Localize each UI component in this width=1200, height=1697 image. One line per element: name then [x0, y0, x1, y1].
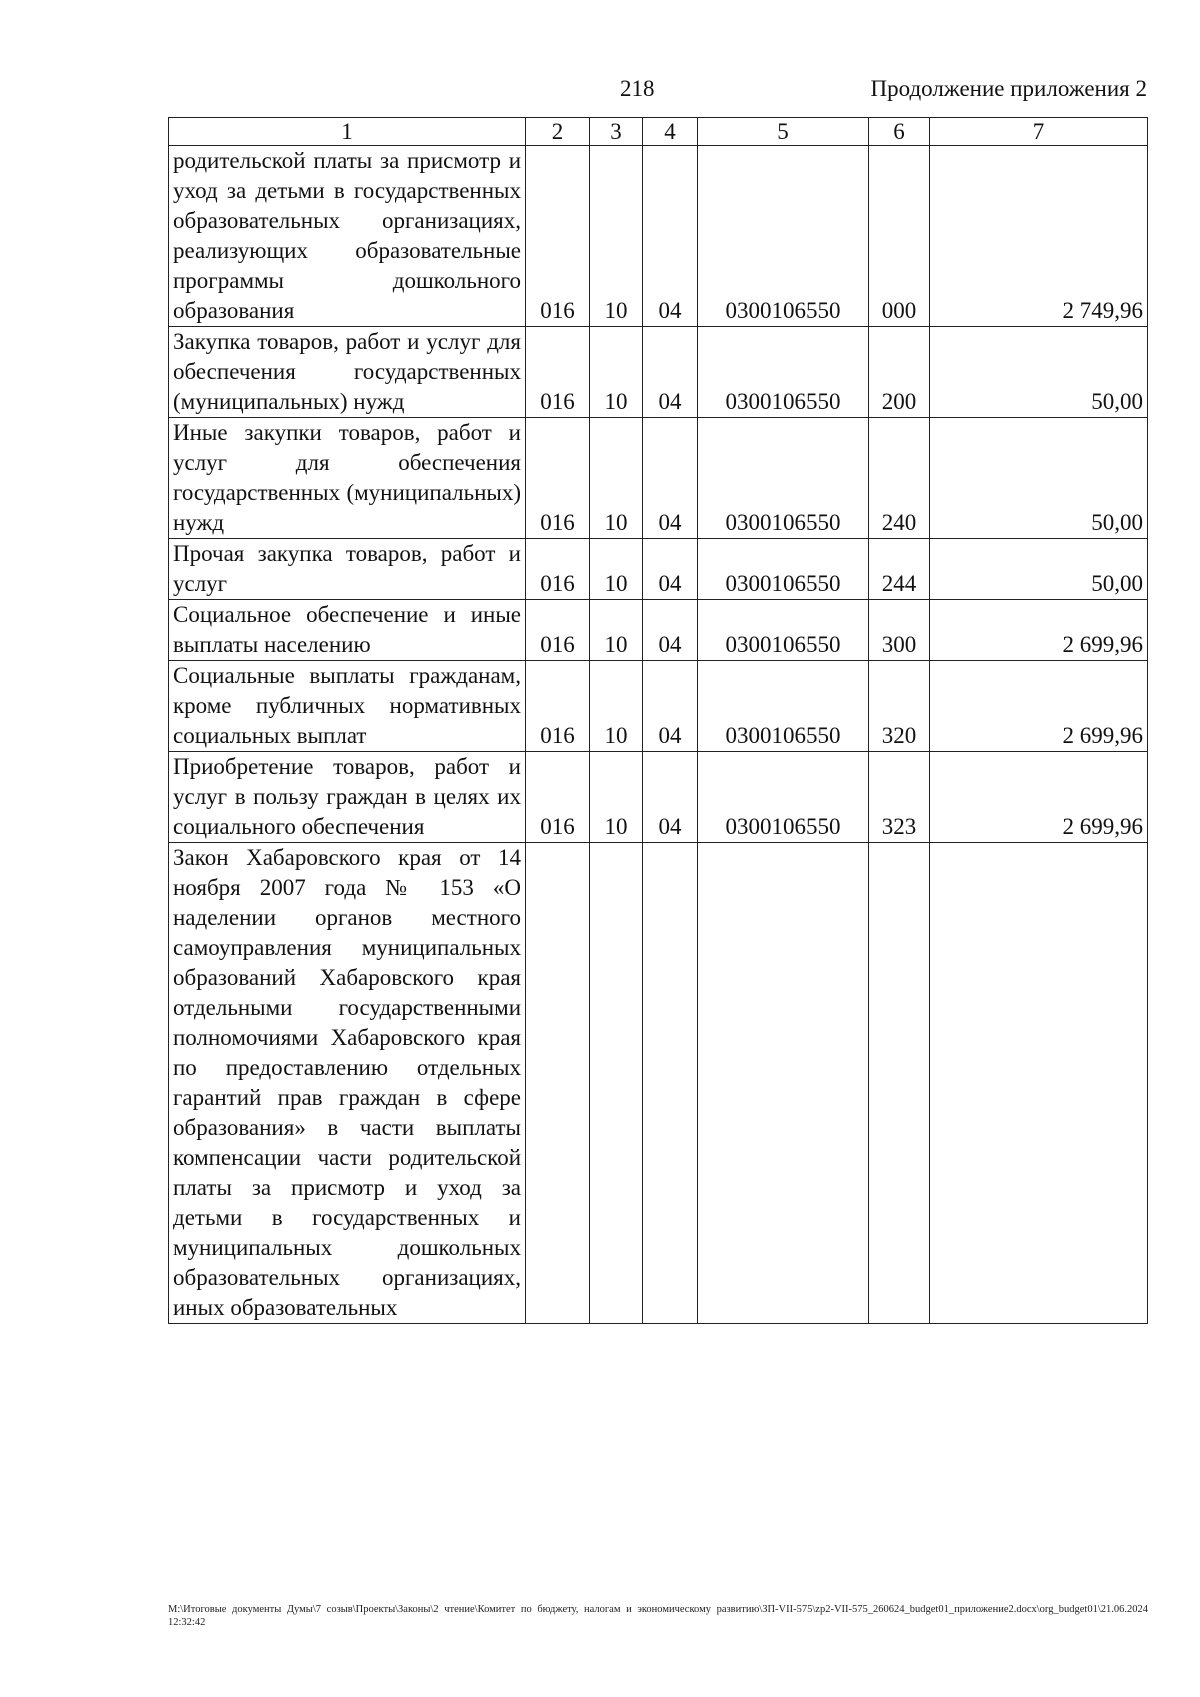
amount: 50,00 [930, 418, 1148, 539]
column-header: 4 [643, 118, 698, 146]
subsection-code: 04 [643, 146, 698, 327]
table-row [169, 661, 1148, 752]
amount: 2 699,96 [930, 752, 1148, 843]
subsection-code: 04 [643, 752, 698, 843]
subsection-code: 04 [643, 661, 698, 752]
ministry-code: 016 [526, 539, 590, 600]
table-row [169, 843, 1148, 1324]
target-article-code [698, 843, 869, 1324]
column-header: 6 [869, 118, 930, 146]
table-row [169, 146, 1148, 327]
section-code: 10 [590, 327, 643, 418]
table-row [169, 539, 1148, 600]
section-code: 10 [590, 752, 643, 843]
section-code: 10 [590, 600, 643, 661]
table-row [169, 600, 1148, 661]
page-number: 218 [620, 76, 655, 101]
ministry-code: 016 [526, 418, 590, 539]
section-code: 10 [590, 661, 643, 752]
column-header: 2 [526, 118, 590, 146]
amount: 50,00 [930, 327, 1148, 418]
target-article-code: 0300106550 [698, 600, 869, 661]
row-description: Закупка товаров, работ и услуг для обеспечения государственных (муниципальных) нужд [169, 327, 526, 418]
column-header: 5 [698, 118, 869, 146]
expense-type-code: 000 [869, 146, 930, 327]
column-header: 3 [590, 118, 643, 146]
row-description: Социальное обеспечение и иные выплаты населению [169, 600, 526, 661]
column-header: 1 [169, 118, 526, 146]
table-row [169, 327, 1148, 418]
row-description: Социальные выплаты гражданам, кроме публичных нормативных социальных выплат [169, 661, 526, 752]
amount [930, 843, 1148, 1324]
row-description: Прочая закупка товаров, работ и услуг [169, 539, 526, 600]
amount: 2 699,96 [930, 661, 1148, 752]
row-description: родительской платы за присмотр и уход за детьми в государственных образовательных организациях, реализующих образовательные программы дошкольного образования [169, 146, 526, 327]
table-header-row [169, 118, 1148, 146]
expense-type-code [869, 843, 930, 1324]
table-row [169, 418, 1148, 539]
ministry-code: 016 [526, 600, 590, 661]
subsection-code: 04 [643, 600, 698, 661]
target-article-code: 0300106550 [698, 418, 869, 539]
target-article-code: 0300106550 [698, 752, 869, 843]
document-path-footer: M:\Итоговые документы Думы\7 созыв\Проекты\Законы\2 чтение\Комитет по бюджету, налогам и экономическому развитию\ЗП-VII-575\zp2-VII-575_260624_budget01_приложение2.docx\org_budget01\21.06.2024 12:32:42 [168, 1604, 1148, 1628]
amount: 50,00 [930, 539, 1148, 600]
amount: 2 749,96 [930, 146, 1148, 327]
expense-type-code: 300 [869, 600, 930, 661]
expense-type-code: 320 [869, 661, 930, 752]
budget-table [168, 117, 1148, 1324]
subsection-code: 04 [643, 418, 698, 539]
ministry-code: 016 [526, 661, 590, 752]
table-row [169, 752, 1148, 843]
target-article-code: 0300106550 [698, 661, 869, 752]
section-code: 10 [590, 146, 643, 327]
column-header: 7 [930, 118, 1148, 146]
amount: 2 699,96 [930, 600, 1148, 661]
row-description: Иные закупки товаров, работ и услуг для обеспечения государственных (муниципальных) нужд [169, 418, 526, 539]
expense-type-code: 240 [869, 418, 930, 539]
target-article-code: 0300106550 [698, 539, 869, 600]
ministry-code [526, 843, 590, 1324]
subsection-code [643, 843, 698, 1324]
section-code [590, 843, 643, 1324]
expense-type-code: 244 [869, 539, 930, 600]
section-code: 10 [590, 418, 643, 539]
row-description: Приобретение товаров, работ и услуг в пользу граждан в целях их социального обеспечения [169, 752, 526, 843]
expense-type-code: 323 [869, 752, 930, 843]
section-code: 10 [590, 539, 643, 600]
subsection-code: 04 [643, 327, 698, 418]
expense-type-code: 200 [869, 327, 930, 418]
target-article-code: 0300106550 [698, 146, 869, 327]
target-article-code: 0300106550 [698, 327, 869, 418]
subsection-code: 04 [643, 539, 698, 600]
ministry-code: 016 [526, 327, 590, 418]
row-description: Закон Хабаровского края от 14 ноября 2007 года № 153 «О наделении органов местного самоуправления муниципальных образований Хабаровского края отдельными государственными полномочиями Хабаровского края по предоставлению отдельных гарантий прав граждан в сфере образования» в части выплаты компенсации части родительской платы за присмотр и уход за детьми в государственных и муниципальных дошкольных образовательных организациях, иных образовательных [169, 843, 526, 1324]
appendix-continuation-label: Продолжение приложения 2 [870, 76, 1147, 101]
ministry-code: 016 [526, 146, 590, 327]
ministry-code: 016 [526, 752, 590, 843]
